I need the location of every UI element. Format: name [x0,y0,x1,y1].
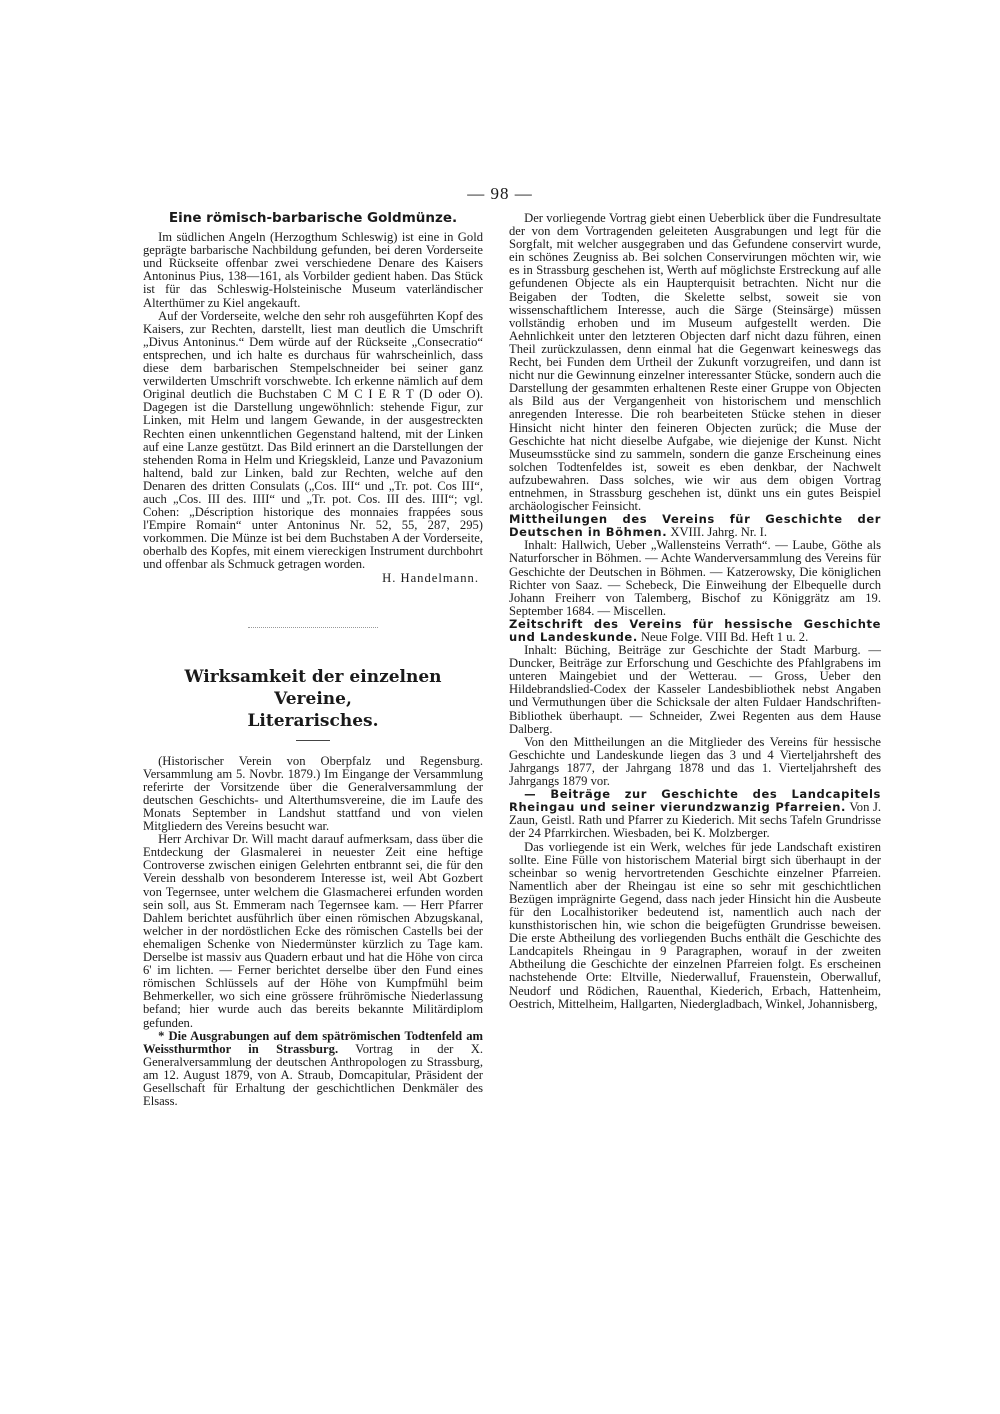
paragraph: Von den Mittheilungen an die Mitglieder des Vereins für hessische Geschichte und Landeskunde liegen das 3 und 4 Vierteljahrsheft des Jahrgangs 1877, der Jahrgang 1878 und das 1. Vierteljahrsheft des Jahrgangs 1879 vor. [509,734,881,789]
entry-meta: XVIII. Jahrg. Nr. I. [670,525,768,540]
paragraph: Herr Archivar Dr. Will macht darauf aufmerksam, dass über die Entdeckung der Glasmalerei in neuester Zeit eine heftige Controverse zwischen einigen Gelehrten entbrannt sei, die für den Verein desshalb von besonderem Interesse ist, weil Abt Gozbert von Tegernsee, unter welchem die Glasmacherei erfunden worden sein soll, aus St. Emmeram nach Tegernsee kam. — Herr Pfarrer Dahlem berichtet ausführlich über einen römischen Abzugskanal, welcher in der nordöstlichen Ecke des römischen Castells bei der ehemaligen Schenke von Niedermünster kürzlich zu Tage kam. Derselbe ist massiv aus Quadern erbaut und hat die Höhe von circa 6' im lichten. — Ferner berichtet derselbe über den Fund eines römischen Schlüssels auf der Höhe von Kumpfmühl beim Behmerkeller, wo sich eine grössere frührömische Niederlassung befand; hier wurde auch das bereits bekannte Militärdiplom gefunden. [143,832,483,1030]
paragraph: Im südlichen Angeln (Herzogthum Schleswig) ist eine in Gold geprägte barbarische Nachbildung gefunden, bei deren Vorderseite und Rückseite offenbar zwei verschiedene Denare des Kaisers Antoninus Pius, 138—161, als Vorbilder gedient haben. Das Stück ist für das Schleswig-Holsteinische Museum vaterländischer Alterthümer zu Kiel angekauft. [143,230,483,310]
section-divider [248,627,378,628]
entry-title: Zeitschrift des Vereins für hessische Geschichte und Landeskunde. [509,616,881,644]
paragraph: Auf der Vorderseite, welche den sehr roh ausgeführten Kopf des Kaisers, zur Rechten, darstellt, liest man deutlich die Umschrift „Divus Antoninus.“ Dem würde auf der Rückseite „Consecratio“ entsprechen, und ich halte es durchaus für wahrscheinlich, dass diese dem barbarischen Stempelschneider bei seiner ganz verwilderten Umschrift vorschwebte. Ich erkenne nämlich auf dem Original deutlich die Buchstaben C M C I E R T (D oder O). Dagegen ist die Darstellung ungewöhnlich: stehende Figur, zur Linken, mit Helm und langem Gewande, in der ausgestreckten Rechten einen unkenntlichen Gegenstand haltend, mit der Linken auf eine Lanze gestützt. Das Bild erinnert an die Darstellungen der stehenden Roma in Helm und Kriegskleid, Lanze und Pavazonium haltend, bald zur Linken, bald zur Rechten, welche auf den Denaren des dritten Consulats („Cos. III“ und „Tr. pot. Cos III“, auch „Cos. III des. IIII“ und „Tr. pot. Cos. III des. IIII“; vgl. Cohen: „Déscription historique des monnaies frappées sous l'Empire Romain“ unter Antoninus Nr. 52, 55, 287, 295) vorkommen. Die Münze ist bei dem Buchstaben A der Vorderseite, oberhalb des Kopfes, mit einem viereckigen Instrument durchbohrt und offenbar als Schmuck getragen worden. [143,308,483,572]
entry-contents: Inhalt: Büching, Beiträge zur Geschichte der Stadt Marburg. — Duncker, Beiträge zur Erforschung und Geschichte des Pfahlgrabens im unteren Maingebiet und der Wetterau. — Gross, Ueber den Hildebrandslied-Codex der Kasseler Landesbibliothek nebst Angaben und Vermuthungen über die Schicksale der alten Fuldaer Handschriften-Bibliothek überhaupt. — Schneider, Zwei Regenten aus dem Hause Dalberg. [509,643,881,736]
section-title-line1: Wirksamkeit der einzelnen Vereine, [184,666,442,709]
strassburg-title: * Die Ausgrabungen auf dem spätrömischen Todtenfeld am Weissthurmthor in Strassburg. [143,1028,483,1056]
entry-title: — Beiträge zur Geschichte des Landcapitels Rheingau und seiner vierundzwanzig Pfarreien. [509,787,881,815]
entry-zeitschrift-hessen [509,618,881,644]
entry-rheingau [509,788,881,840]
entry-mittheilungen-boehmen [509,513,881,539]
paragraph: Das vorliegende ist ein Werk, welches für jede Landschaft existiren sollte. Eine Fülle von historischem Material birgt sich überhaupt in der scheinbar so wenig hervortretenden Geschichte einzelner Pfarreien. Namentlich aber der Rheingau ist eine so sehr mit geschichtlichen Bezügen imprägnirte Gegend, dass nach jeder Hinsicht hin die Ausbeute für den Localhistoriker bedeutend ist, namentlich auch nach der kunsthistorischen hin, wie schon die beigefügten Grundrisse beweisen. Die erste Abtheilung des vorliegenden Buchs enthält die Geschichte des Landcapitels Rheingau in 9 Paragraphen, worauf in der zweiten Abtheilung die Geschichte der einzelnen Pfarreien folgt. Es erscheinen nachstehende Orte: Eltville, Niederwalluf, Frauenstein, Oberwalluf, Neudorf und Rödichen, Rauenthal, Kiederich, Erbach, Hattenheim, Oestrich, Mittelheim, Hallgarten, Niedergladbach, Winkel, Johannisberg, [509,839,881,1011]
entry-meta: Neue Folge. VIII Bd. Heft 1 u. 2. [640,630,809,644]
paragraph: Der vorliegende Vortrag giebt einen Ueberblick über die Fundresultate der von dem Vortragenden geleiteten Ausgrabungen und legt für die Sorgfalt, mit welcher ausgegraben und das Gefundene conservirt wurde, ein schönes Zeugniss ab. Bei solchen Conservirungen möchten wir, wie es in Strassburg geschehen ist, Werth auf möglichste Erstreckung auf alle gefundenen Objecte als ein Haupterquisit betrachten. Nicht nur die Beigaben der Todten, die Skelette selbst, soweit sie von wissenschaftlichem Interesse, auch die Särge (Steinsärge) müssen vollständig erhoben und im Museum aufgestellt werden. Die Aehnlichkeit unter den letzteren Objecten darf nicht dazu führen, einen Theil zurückzulassen, denn einmal hat die Gegenwart keineswegs das Recht, bei Funden dem Urtheil der Zukunft vorzugreifen, und dann ist nicht nur die Gewinnung einzelner interessanter Stücke, sondern auch die Darstellung der gesammten erhaltenen Reste einer Gruppe von Objecten als Bild aus der Vergangenheit von historischem und menschlich anregenden Interesse. Die roh bearbeiteten Stücke stehen in dieser Hinsicht nicht hinter den feineren Objecten zurück; die Muse der Geschichte hat nicht dieselbe Aufgabe, wie diejenige der Kunst. Nicht Museumsstücke sind zu sammeln, sondern die ganze Erscheinung eines solchen Todtenfeldes ist, soweit es eben denkbar, der Nachwelt aufzubewahren. Dass solches, wie wir aus dem obigen Vortrag entnehmen, in Strassburg geschehen ist, dünkt uns ein gutes Beispiel archäologischer Feinsicht. [509,211,881,514]
right-column [509,212,881,1011]
section-title-line2: Literarisches. [247,710,379,731]
page-number: — 98 — [467,184,533,203]
left-column [143,212,483,1108]
article-title-goldmuenze: Eine römisch-barbarische Goldmünze. [168,210,458,226]
entry-title: Mittheilungen des Vereins für Geschichte der Deutschen in Böhmen. [509,512,881,540]
author-signature: H. Handelmann. [382,570,479,585]
entry-contents: Inhalt: Hallwich, Ueber „Wallensteins Verrath“. — Laube, Göthe als Naturforscher in Böhmen. — Achte Wanderversammlung des Vereins für Geschichte der Deutschen in Böhmen. — Katzerowsky, Die königlichen Richter von Saaz. — Schebeck, Die Einweihung der Elbequelle durch Johann Freiherr von Talemberg, Bischof zu Königgrätz am 19. September 1684. — Miscellen. [509,538,881,618]
strassburg-text: Vortrag in der X. Generalversammlung der deutschen Anthropologen zu Strassburg, am 12. August 1879, von A. Straub, Domcapitular, Präsident der Gesellschaft für Erhaltung der geschichtlichen Denkmäler des Elsass. [143,1041,483,1109]
entry-meta: Von J. Zaun, Geistl. Rath und Pfarrer zu Kiederich. Mit sechs Tafeln Grundrisse der 24 Pfarrkirchen. Wiesbaden, bei K. Molzberger. [509,800,882,841]
title-rule [296,740,330,741]
paragraph-strassburg [143,1030,483,1109]
paragraph: (Historischer Verein von Oberpfalz und Regensburg. Versammlung am 5. Novbr. 1879.) Im Eingange der Versammlung referirte der Vorsitzende über die Generalversammlung der deutschen Geschichts- und Alterthumsvereine, die im Laufe des Monats September in Landshut stattfand und von vielen Mitgliedern des Vereins besucht war. [143,753,483,834]
